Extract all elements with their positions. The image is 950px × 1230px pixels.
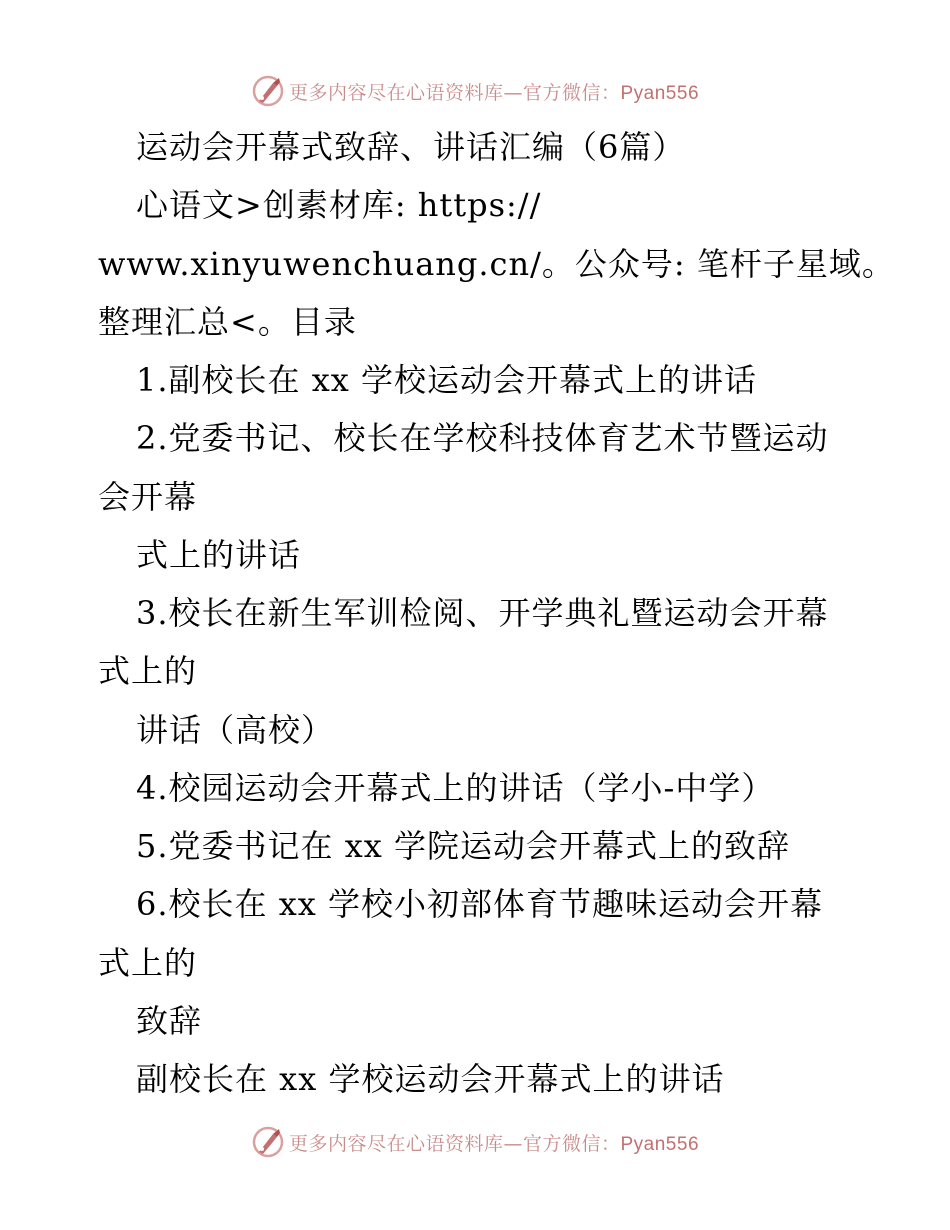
footer-watermark xyxy=(0,1122,950,1162)
wechat-id: Pyan556 xyxy=(620,1133,700,1155)
toc-item-3-cont-2: 讲话（高校） xyxy=(136,711,335,749)
toc-item-6-cont: 式上的 xyxy=(98,944,198,982)
source-line: 心语文>创素材库: https:// xyxy=(136,186,542,224)
toc-item-4: 4.校园运动会开幕式上的讲话（学小-中学） xyxy=(136,769,775,807)
wechat-id: Pyan556 xyxy=(620,82,700,104)
header-watermark xyxy=(0,71,950,111)
toc-item-6: 6.校长在 xx 学校小初部体育节趣味运动会开幕 xyxy=(136,885,823,923)
document-title: 运动会开幕式致辞、讲话汇编（6篇） xyxy=(136,128,686,166)
toc-item-3-cont: 式上的 xyxy=(98,652,198,690)
watermark-text: 更多内容尽在心语资料库—官方微信：Pyan556 xyxy=(288,1132,700,1155)
watermark-text: 更多内容尽在心语资料库—官方微信：Pyan556 xyxy=(288,81,700,104)
toc-item-2-cont-2: 式上的讲话 xyxy=(136,536,302,574)
quill-pen-logo-icon xyxy=(251,74,285,108)
source-url-line: www.xinyuwenchuang.cn/。公众号: 笔杆子星域。 xyxy=(98,245,895,283)
section-heading: 副校长在 xx 学校运动会开幕式上的讲话 xyxy=(136,1060,725,1098)
toc-item-2-cont: 会开幕 xyxy=(98,478,198,516)
toc-item-1: 1.副校长在 xx 学校运动会开幕式上的讲话 xyxy=(136,361,757,399)
toc-heading-line: 整理汇总<。目录 xyxy=(98,303,357,341)
toc-item-5: 5.党委书记在 xx 学院运动会开幕式上的致辞 xyxy=(136,827,790,865)
toc-item-3: 3.校长在新生军训检阅、开学典礼暨运动会开幕 xyxy=(136,594,829,632)
toc-item-2: 2.党委书记、校长在学校科技体育艺术节暨运动 xyxy=(136,419,829,457)
toc-item-6-cont-2: 致辞 xyxy=(136,1002,203,1040)
quill-pen-logo-icon xyxy=(251,1125,285,1159)
